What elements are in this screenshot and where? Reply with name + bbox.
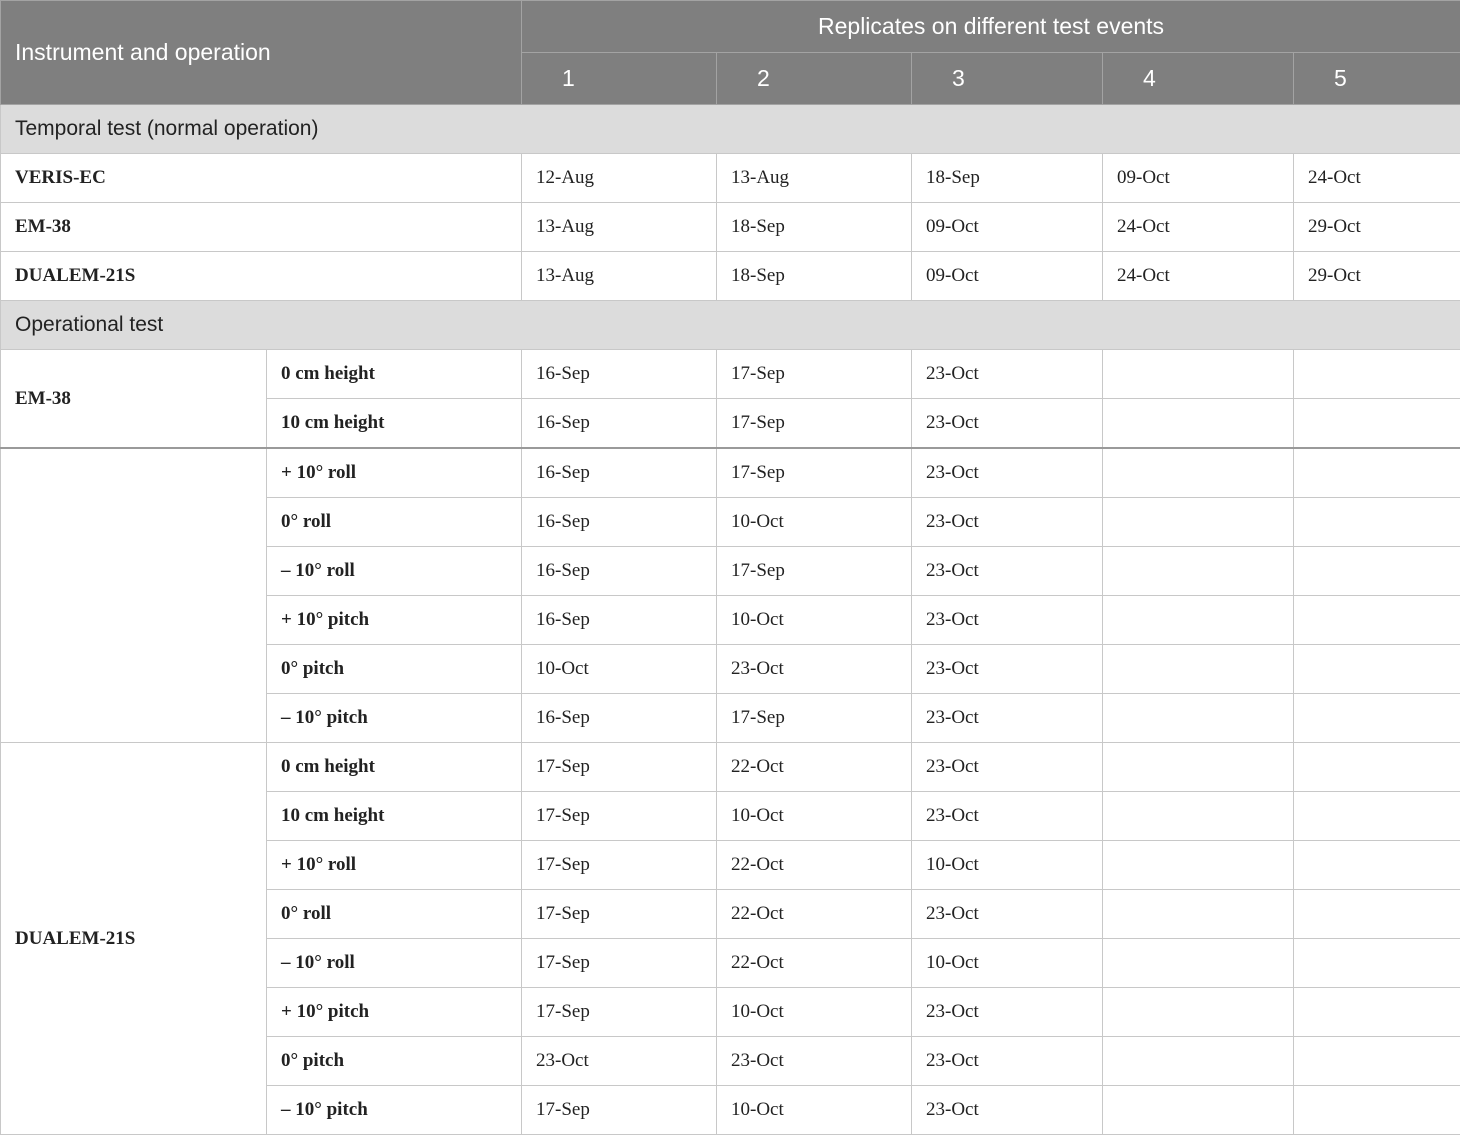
date-cell (1294, 890, 1460, 939)
date-cell: 17-Sep (522, 939, 717, 988)
date-cell: 16-Sep (522, 399, 717, 449)
instrument-name: DUALEM-21S (1, 252, 522, 301)
date-cell: 09-Oct (1103, 154, 1294, 203)
table-row (1, 203, 1460, 252)
date-cell (1103, 988, 1294, 1037)
date-cell: 10-Oct (717, 792, 912, 841)
date-cell: 22-Oct (717, 743, 912, 792)
date-cell (1103, 743, 1294, 792)
date-cell: 22-Oct (717, 890, 912, 939)
date-cell (1294, 498, 1460, 547)
date-cell: 17-Sep (717, 547, 912, 596)
date-cell: 23-Oct (912, 792, 1103, 841)
operation-name: – 10° roll (267, 547, 522, 596)
operation-name: 0 cm height (267, 350, 522, 399)
instrument-name-em38: EM-38 (1, 350, 267, 449)
operation-name: 10 cm height (267, 399, 522, 449)
date-cell: 13-Aug (522, 203, 717, 252)
operation-name: 0° pitch (267, 1037, 522, 1086)
operation-name: + 10° pitch (267, 596, 522, 645)
date-cell: 17-Sep (522, 890, 717, 939)
instrument-operation-header: Instrument and operation (1, 1, 522, 105)
date-cell: 16-Sep (522, 448, 717, 498)
date-cell: 23-Oct (912, 743, 1103, 792)
date-cell: 18-Sep (717, 203, 912, 252)
operation-name: 10 cm height (267, 792, 522, 841)
date-cell (1294, 939, 1460, 988)
date-cell (1294, 1037, 1460, 1086)
date-cell: 29-Oct (1294, 252, 1460, 301)
date-cell: 23-Oct (912, 1086, 1103, 1135)
date-cell: 23-Oct (912, 890, 1103, 939)
date-cell: 16-Sep (522, 350, 717, 399)
date-cell: 17-Sep (717, 448, 912, 498)
table-row (1, 154, 1460, 203)
date-cell (1103, 547, 1294, 596)
date-cell (1103, 448, 1294, 498)
date-cell: 10-Oct (912, 939, 1103, 988)
date-cell: 12-Aug (522, 154, 717, 203)
date-cell: 17-Sep (717, 350, 912, 399)
section-row (1, 301, 1460, 350)
table-row (1, 252, 1460, 301)
date-cell: 24-Oct (1294, 154, 1460, 203)
date-cell: 17-Sep (522, 988, 717, 1037)
date-cell: 16-Sep (522, 694, 717, 743)
date-cell: 22-Oct (717, 841, 912, 890)
date-cell: 23-Oct (912, 547, 1103, 596)
table-body (1, 105, 1460, 1135)
date-cell: 23-Oct (717, 1037, 912, 1086)
date-cell: 23-Oct (912, 448, 1103, 498)
date-cell (1294, 350, 1460, 399)
date-cell: 17-Sep (522, 1086, 717, 1135)
table-row (1, 743, 1460, 792)
instrument-name: VERIS-EC (1, 154, 522, 203)
date-cell: 29-Oct (1294, 203, 1460, 252)
event-header-2: 2 (717, 53, 912, 105)
date-cell: 17-Sep (522, 743, 717, 792)
operation-name: – 10° roll (267, 939, 522, 988)
date-cell (1103, 596, 1294, 645)
date-cell (1103, 498, 1294, 547)
operation-name: + 10° roll (267, 841, 522, 890)
operation-name: 0° roll (267, 498, 522, 547)
date-cell (1294, 448, 1460, 498)
date-cell: 10-Oct (522, 645, 717, 694)
date-cell (1103, 694, 1294, 743)
event-header-3: 3 (912, 53, 1103, 105)
table-row (1, 448, 1460, 498)
date-cell (1294, 792, 1460, 841)
instrument-name-dualem: DUALEM-21S (1, 743, 267, 1135)
operation-name: + 10° pitch (267, 988, 522, 1037)
date-cell: 23-Oct (912, 645, 1103, 694)
date-cell: 23-Oct (912, 1037, 1103, 1086)
date-cell (1294, 399, 1460, 449)
operation-name: + 10° roll (267, 448, 522, 498)
date-cell: 10-Oct (912, 841, 1103, 890)
date-cell: 23-Oct (912, 498, 1103, 547)
date-cell (1294, 988, 1460, 1037)
event-header-4: 4 (1103, 53, 1294, 105)
date-cell: 23-Oct (717, 645, 912, 694)
table-header (1, 1, 1460, 105)
date-cell (1103, 350, 1294, 399)
date-cell: 24-Oct (1103, 252, 1294, 301)
operation-name: – 10° pitch (267, 694, 522, 743)
instrument-group-cell (1, 448, 267, 743)
date-cell (1294, 841, 1460, 890)
operation-name: – 10° pitch (267, 1086, 522, 1135)
date-cell: 13-Aug (522, 252, 717, 301)
date-cell: 24-Oct (1103, 203, 1294, 252)
operation-name: 0° roll (267, 890, 522, 939)
date-cell: 13-Aug (717, 154, 912, 203)
date-cell: 16-Sep (522, 596, 717, 645)
operation-name: 0 cm height (267, 743, 522, 792)
date-cell: 10-Oct (717, 988, 912, 1037)
date-cell: 23-Oct (912, 399, 1103, 449)
event-header-5: 5 (1294, 53, 1460, 105)
date-cell: 22-Oct (717, 939, 912, 988)
date-cell: 18-Sep (717, 252, 912, 301)
section-temporal-test: Temporal test (normal operation) (1, 105, 1460, 154)
date-cell: 23-Oct (912, 988, 1103, 1037)
date-cell: 23-Oct (912, 350, 1103, 399)
date-cell (1103, 792, 1294, 841)
date-cell (1294, 596, 1460, 645)
date-cell: 10-Oct (717, 498, 912, 547)
date-cell: 17-Sep (717, 399, 912, 449)
table-row (1, 350, 1460, 399)
date-cell: 17-Sep (522, 841, 717, 890)
replicates-header: Replicates on different test events (522, 1, 1460, 53)
date-cell: 10-Oct (717, 1086, 912, 1135)
date-cell: 16-Sep (522, 547, 717, 596)
date-cell (1294, 743, 1460, 792)
section-operational-test: Operational test (1, 301, 1460, 350)
date-cell: 23-Oct (912, 596, 1103, 645)
instrument-name: EM-38 (1, 203, 522, 252)
date-cell (1103, 399, 1294, 449)
date-cell (1103, 1037, 1294, 1086)
date-cell: 09-Oct (912, 252, 1103, 301)
date-cell (1103, 645, 1294, 694)
date-cell: 09-Oct (912, 203, 1103, 252)
date-cell: 16-Sep (522, 498, 717, 547)
date-cell (1294, 1086, 1460, 1135)
event-header-1: 1 (522, 53, 717, 105)
date-cell (1103, 890, 1294, 939)
date-cell (1294, 645, 1460, 694)
date-cell (1294, 547, 1460, 596)
date-cell: 17-Sep (717, 694, 912, 743)
date-cell: 23-Oct (912, 694, 1103, 743)
date-cell (1103, 939, 1294, 988)
operation-name: 0° pitch (267, 645, 522, 694)
date-cell (1103, 1086, 1294, 1135)
date-cell (1294, 694, 1460, 743)
date-cell: 18-Sep (912, 154, 1103, 203)
date-cell (1103, 841, 1294, 890)
date-cell: 10-Oct (717, 596, 912, 645)
date-cell: 17-Sep (522, 792, 717, 841)
date-cell: 23-Oct (522, 1037, 717, 1086)
